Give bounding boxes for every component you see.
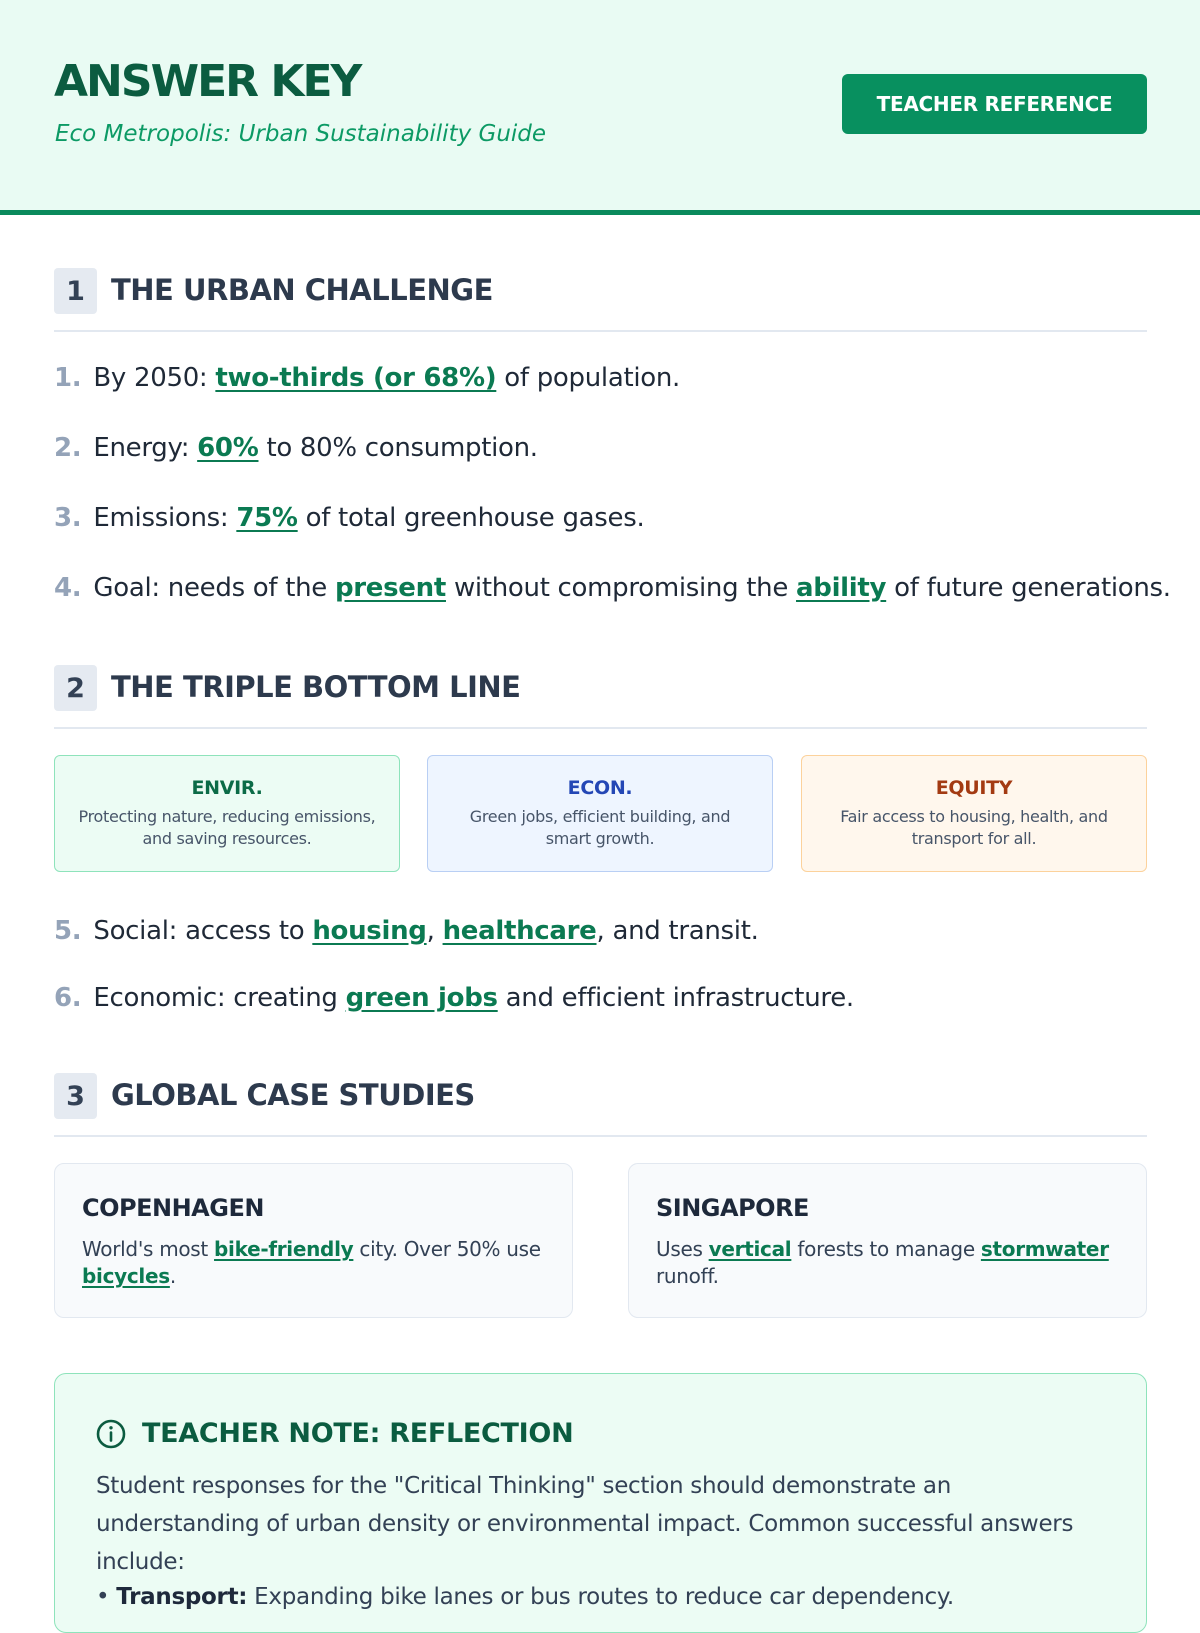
question-text: and efficient infrastructure. — [497, 983, 854, 1013]
question-3 — [54, 503, 644, 533]
question-text: without compromising the — [445, 573, 797, 603]
case-study-city: SINGAPORE — [656, 1194, 809, 1222]
answer-blank: 75% — [236, 503, 298, 533]
question-text: Energy: — [93, 433, 198, 463]
case-study-singapore — [628, 1163, 1147, 1318]
teacher-note-title: TEACHER NOTE: REFLECTION — [142, 1418, 574, 1449]
section-number: 1 — [54, 268, 97, 314]
answer-blank: green jobs — [345, 983, 498, 1013]
question-5 — [54, 916, 759, 946]
question-text: , and transit. — [596, 916, 759, 946]
question-text: to 80% consumption. — [258, 433, 538, 463]
question-text: Social: access to — [93, 916, 313, 946]
answer-blank: vertical — [708, 1237, 792, 1261]
answer-blank: stormwater — [980, 1237, 1109, 1261]
answer-blank: bicycles — [82, 1264, 170, 1288]
answer-blank: bike-friendly — [214, 1237, 354, 1261]
section-header-urban-challenge — [54, 268, 1147, 332]
answer-blank: present — [334, 573, 446, 603]
question-text: of total greenhouse gases. — [297, 503, 645, 533]
question-text: of population. — [496, 363, 681, 393]
question-number: 1. — [54, 363, 82, 393]
page-title: ANSWER KEY — [54, 56, 361, 107]
card-title: ENVIR. — [191, 777, 263, 799]
section-title: THE URBAN CHALLENGE — [111, 273, 493, 307]
case-study-text — [656, 1236, 1119, 1290]
answer-blank: ability — [796, 573, 887, 603]
section-header-triple-bottom-line — [54, 665, 1147, 729]
answer-blank: 60% — [197, 433, 259, 463]
answer-blank: healthcare — [442, 916, 597, 946]
question-number: 4. — [54, 573, 82, 603]
card-description: Protecting nature, reducing emissions, and saving resources. — [78, 807, 376, 848]
case-study-city: COPENHAGEN — [82, 1194, 264, 1222]
teacher-note-box — [54, 1373, 1147, 1633]
question-number: 5. — [54, 916, 82, 946]
card-title: EQUITY — [935, 777, 1013, 799]
question-2 — [54, 433, 538, 463]
question-text: , — [426, 916, 443, 946]
card-description: Fair access to housing, health, and transport for all. — [840, 807, 1108, 848]
section-title: THE TRIPLE BOTTOM LINE — [111, 670, 521, 704]
case-text: Uses — [656, 1237, 709, 1261]
section-number: 3 — [54, 1073, 97, 1119]
section-title: GLOBAL CASE STUDIES — [111, 1078, 475, 1112]
answer-blank: housing — [312, 916, 427, 946]
equity-card — [801, 755, 1147, 872]
environment-card — [54, 755, 400, 872]
page-subtitle: Eco Metropolis: Urban Sustainability Guide — [55, 121, 547, 147]
bullet-label: Transport: — [116, 1584, 248, 1610]
question-text: Emissions: — [93, 503, 237, 533]
page-header — [0, 0, 1200, 215]
question-text: By 2050: — [93, 363, 216, 393]
info-icon — [96, 1419, 126, 1449]
case-text: city. Over 50% use — [353, 1237, 541, 1261]
section-header-case-studies — [54, 1073, 1147, 1137]
answer-blank: two-thirds (or 68%) — [215, 363, 497, 393]
question-number: 3. — [54, 503, 82, 533]
card-title: ECON. — [567, 777, 633, 799]
teacher-note-bullet: • Transport: Expanding bike lanes or bus routes to reduce car dependency. — [96, 1584, 954, 1610]
case-text: . — [169, 1264, 176, 1288]
question-4 — [54, 573, 1171, 603]
case-text: World's most — [82, 1237, 215, 1261]
bullet-text: Expanding bike lanes or bus routes to reduce car dependency. — [247, 1584, 954, 1610]
case-text: runoff. — [656, 1264, 719, 1288]
case-study-text — [82, 1236, 545, 1290]
section-number: 2 — [54, 665, 97, 711]
teacher-reference-badge: TEACHER REFERENCE — [842, 74, 1147, 134]
case-study-copenhagen — [54, 1163, 573, 1318]
question-6 — [54, 983, 854, 1013]
question-text: Goal: needs of the — [93, 573, 335, 603]
question-number: 2. — [54, 433, 82, 463]
question-number: 6. — [54, 983, 82, 1013]
economy-card — [427, 755, 773, 872]
teacher-note-body: Student responses for the "Critical Thinking" section should demonstrate an understanding of urban density or environmental impact. Common successful answers include: — [96, 1473, 1074, 1575]
question-text: Economic: creating — [93, 983, 346, 1013]
question-text: of future generations. — [886, 573, 1171, 603]
question-1 — [54, 363, 680, 393]
case-text: forests to manage — [791, 1237, 981, 1261]
card-description: Green jobs, efficient building, and smart growth. — [469, 807, 731, 848]
